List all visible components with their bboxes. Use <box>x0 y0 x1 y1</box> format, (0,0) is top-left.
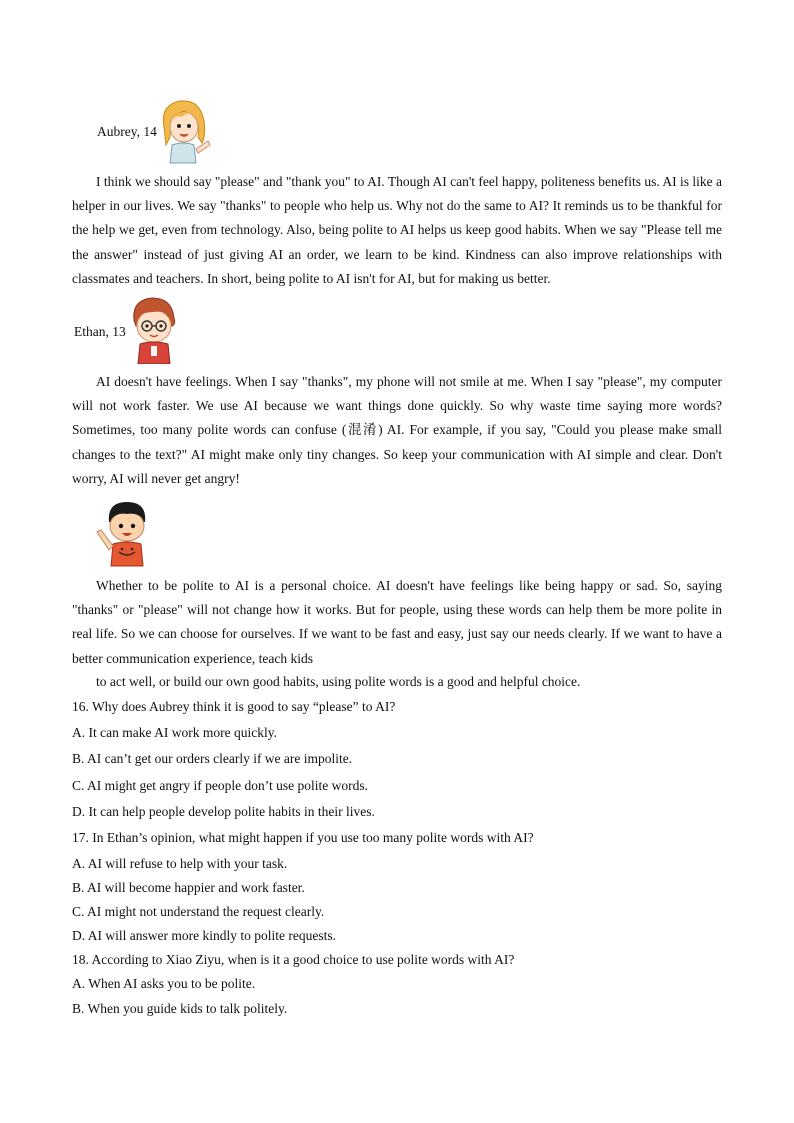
question-16-stem: 16. Why does Aubrey think it is good to say “please” to AI? <box>72 699 396 714</box>
question-17-stem: 17. In Ethan’s opinion, what might happen if you use too many polite words with AI? <box>72 830 534 845</box>
question-17-option-b[interactable]: B. AI will become happier and work faster. <box>72 880 305 895</box>
question-17-option-c[interactable]: C. AI might not understand the request clearly. <box>72 904 325 919</box>
boy-glasses-avatar-icon <box>126 294 182 364</box>
question-18-stem: 18. According to Xiao Ziyu, when is it a good choice to use polite words with AI? <box>72 952 515 967</box>
ethan-paragraph <box>72 370 722 491</box>
question-18-option-b[interactable]: B. When you guide kids to talk politely. <box>72 1001 288 1016</box>
aubrey-paragraph <box>72 170 722 291</box>
girl-avatar-icon <box>158 97 214 165</box>
question-16-option-c[interactable]: C. AI might get angry if people don’t use polite words. <box>72 778 368 793</box>
speaker-aubrey-label: Aubrey, 14 <box>97 124 157 139</box>
ethan-text: AI doesn't have feelings. When I say "thanks", my phone will not smile at me. When I say "please", my computer will not work faster. We use AI because we want things done quickly. So why waste time saying more words? Sometimes, too many polite words can confuse (混淆) AI. For example, if you say, "Could you please make small changes to the text?" AI might make only tiny changes. So keep your communication with AI simple and clear. Don't worry, AI will never get angry! <box>72 374 722 486</box>
question-16-option-d[interactable]: D. It can help people develop polite habits in their lives. <box>72 804 375 819</box>
question-17-option-d[interactable]: D. AI will answer more kindly to polite requests. <box>72 928 336 943</box>
question-16-option-b[interactable]: B. AI can’t get our orders clearly if we are impolite. <box>72 751 353 766</box>
question-16-option-a[interactable]: A. It can make AI work more quickly. <box>72 725 277 740</box>
third-paragraph-continuation: to act well, or build our own good habits, using polite words is a good and helpful choice. <box>96 674 581 689</box>
question-17-option-a[interactable]: A. AI will refuse to help with your task. <box>72 856 288 871</box>
question-18-option-a[interactable]: A. When AI asks you to be polite. <box>72 976 256 991</box>
aubrey-text: I think we should say "please" and "thank you" to AI. Though AI can't feel happy, politeness benefits us. AI is like a helper in our lives. We say "thanks" to people who help us. Why not do the same to AI? It reminds us to be thankful for the help we get, even from technology. Also, being polite to AI helps us keep good habits. When we say "Please tell me the answer" instead of just giving AI an order, we learn to be kind. Kindness can also improve relationships with classmates and teachers. In short, being polite to AI isn't for AI, but for making us better. <box>72 174 722 286</box>
third-text: Whether to be polite to AI is a personal choice. AI doesn't have feelings like being happy or sad. So, saying "thanks" or "please" will not change how it works. But for people, using these words can help them be more polite in real life. So we can choose for ourselves. If we want to be fast and easy, just say our needs clearly. If we want to have a better communication experience, teach kids <box>72 578 722 666</box>
third-paragraph <box>72 574 722 671</box>
boy-waving-avatar-icon <box>95 498 155 568</box>
speaker-ethan-label: Ethan, 13 <box>74 324 126 339</box>
